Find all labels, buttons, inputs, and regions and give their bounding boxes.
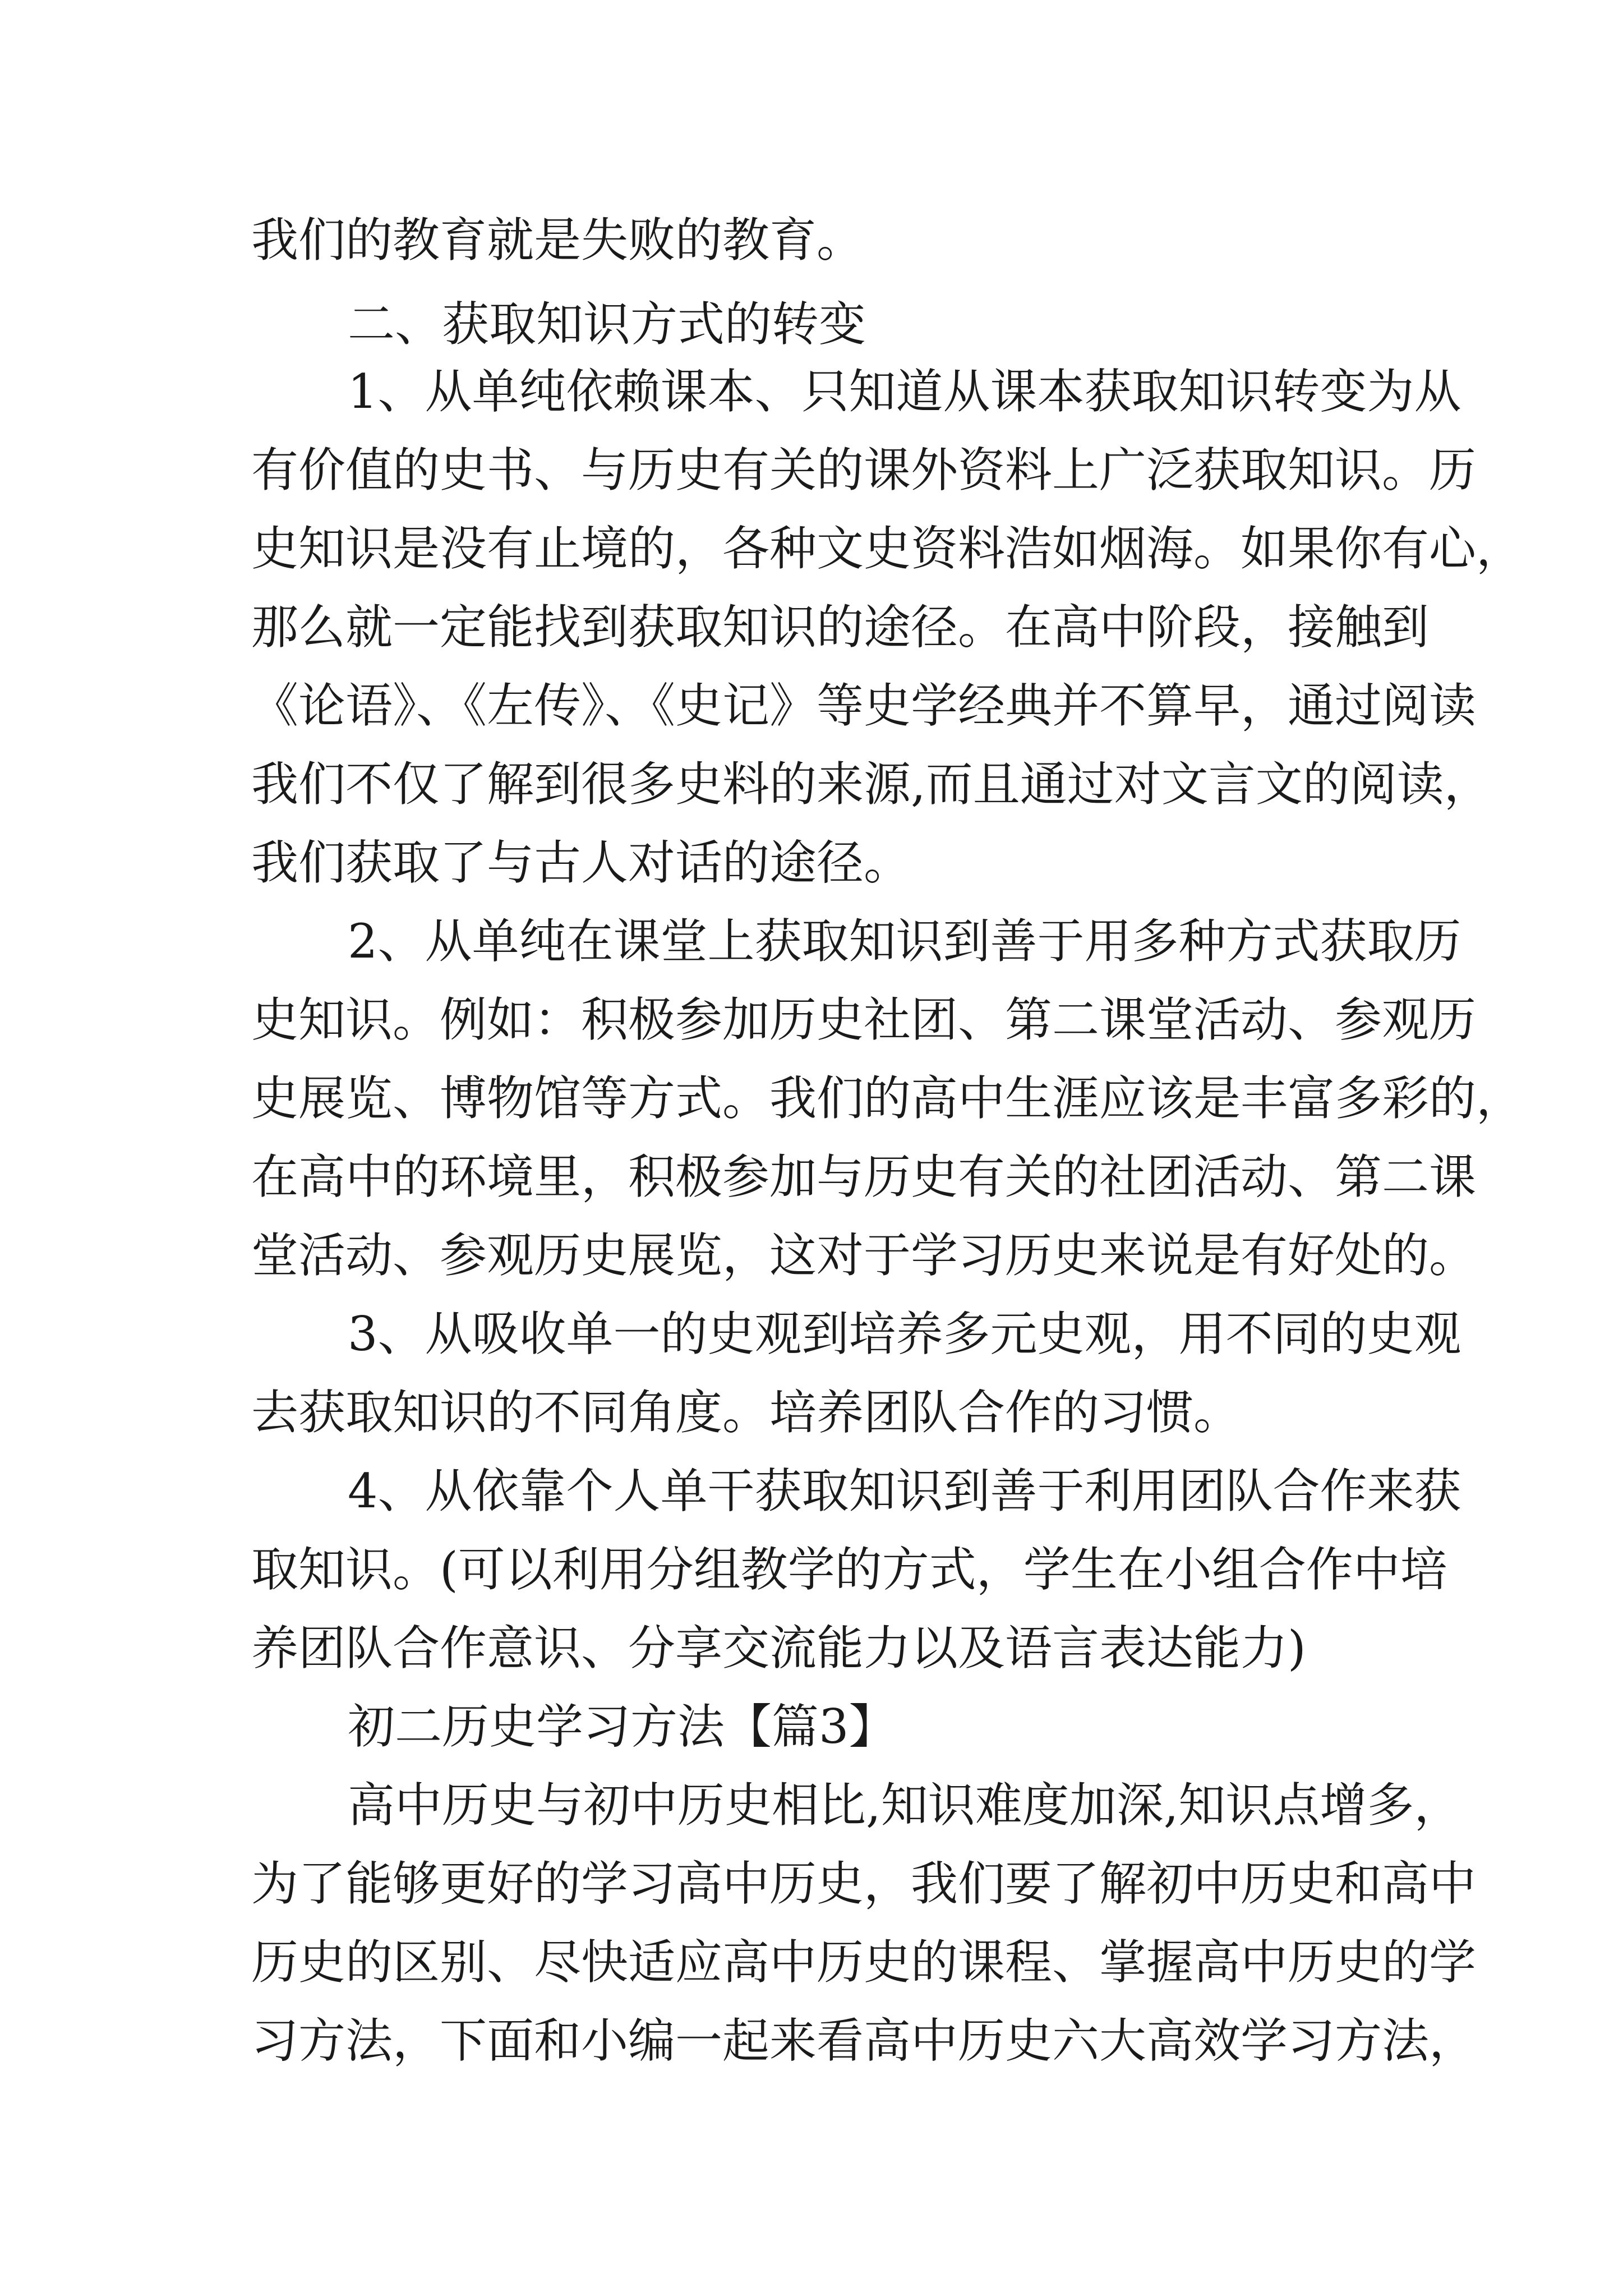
text-line-content: 那么就一定能找到获取知识的途径。在高中阶段，接触到 — [251, 600, 1430, 655]
text-line-content: 历史的区别、尽快适应高中历史的课程、掌握高中历史的学 — [251, 1935, 1477, 1990]
text-line — [0, 829, 1623, 896]
text-line-content: 二、获取知识方式的转变 — [348, 297, 866, 352]
text-line — [0, 1065, 1623, 1132]
text-line-content: 去获取知识的不同角度。培养团队合作的习惯。 — [251, 1385, 1241, 1440]
text-line-content: 史知识是没有止境的，各种文史资料浩如烟海。如果你有心， — [251, 521, 1524, 576]
text-line-content: 3、从吸收单一的史观到培养多元史观，用不同的史观 — [348, 1306, 1461, 1361]
text-line — [0, 515, 1623, 582]
text-line — [0, 672, 1623, 739]
text-line — [0, 1379, 1623, 1446]
text-line — [0, 908, 1623, 975]
text-line — [0, 358, 1623, 425]
text-line — [0, 1536, 1623, 1603]
text-line-content: 在高中的环境里，积极参加与历史有关的社团活动、第二课 — [251, 1149, 1477, 1204]
text-line — [0, 593, 1623, 661]
section-heading — [0, 1693, 1623, 1760]
text-line-content: 养团队合作意识、分享交流能力以及语言表达能力) — [251, 1621, 1306, 1676]
text-line-content: 史知识。例如：积极参加历史社团、第二课堂活动、参观历 — [251, 992, 1477, 1047]
text-line-content: 我们获取了与古人对话的途径。 — [251, 835, 911, 890]
text-line-content: 《论语》、《左传》、《史记》等史学经典并不算早，通过阅读 — [251, 678, 1477, 733]
text-line — [0, 1143, 1623, 1211]
text-line-content: 有价值的史书、与历史有关的课外资料上广泛获取知识。历 — [251, 443, 1477, 498]
text-line — [0, 1457, 1623, 1525]
text-line — [0, 436, 1623, 504]
text-line — [0, 1222, 1623, 1289]
text-line-content: 堂活动、参观历史展览，这对于学习历史来说是有好处的。 — [251, 1228, 1477, 1283]
text-line — [0, 2007, 1623, 2074]
text-line-content: 习方法，下面和小编一起来看高中历史六大高效学习方法， — [251, 2013, 1477, 2068]
text-line — [0, 1300, 1623, 1368]
text-line-content: 我们的教育就是失败的教育。 — [251, 213, 864, 268]
text-line-content: 初二历史学习方法【篇3】 — [348, 1699, 896, 1754]
text-line — [0, 1850, 1623, 1917]
text-line-content: 我们不仅了解到很多史料的来源,而且通过对文言文的阅读， — [251, 757, 1491, 812]
text-line — [0, 986, 1623, 1053]
text-line — [0, 1614, 1623, 1682]
text-line-content: 为了能够更好的学习高中历史，我们要了解初中历史和高中 — [251, 1856, 1477, 1911]
text-line-content: 高中历史与初中历史相比,知识难度加深,知识点增多， — [348, 1778, 1461, 1833]
text-line-content: 2、从单纯在课堂上获取知识到善于用多种方式获取历 — [348, 914, 1461, 969]
text-line-content: 4、从依靠个人单干获取知识到善于利用团队合作来获 — [348, 1464, 1461, 1519]
text-line-content: 史展览、博物馆等方式。我们的高中生涯应该是丰富多彩的， — [251, 1071, 1524, 1126]
section-heading — [0, 291, 1623, 358]
text-line — [0, 1772, 1623, 1839]
text-line — [0, 1929, 1623, 1996]
text-line — [0, 751, 1623, 818]
text-line-content: 1、从单纯依赖课本、只知道从课本获取知识转变为从 — [348, 364, 1461, 419]
text-line — [0, 206, 1623, 274]
text-line-content: 取知识。(可以利用分组教学的方式，学生在小组合作中培 — [251, 1542, 1447, 1597]
